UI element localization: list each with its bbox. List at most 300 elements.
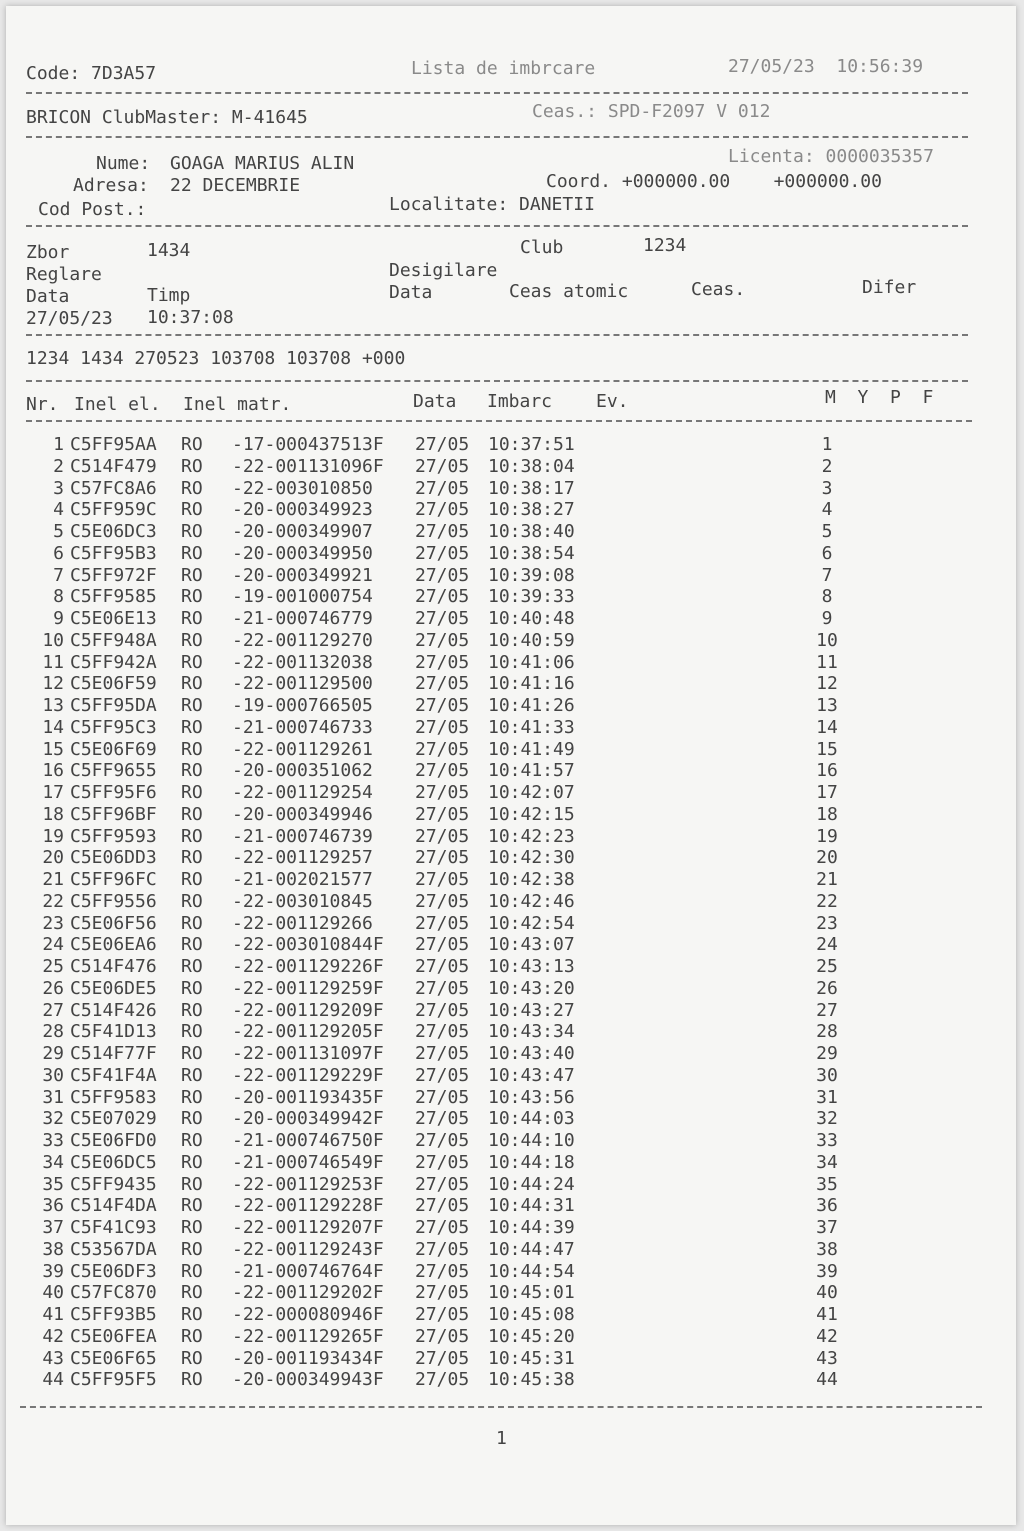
arrival-date: 27/05 <box>415 434 470 455</box>
electronic-ring: C5FF93B5 <box>70 1304 157 1325</box>
arrival-date: 27/05 <box>415 716 470 738</box>
electronic-ring: C514F476 <box>70 956 157 977</box>
electronic-ring: C5FF9585 <box>70 586 157 608</box>
row-number: 35 <box>42 1173 64 1195</box>
rank-m: 7 <box>821 564 833 586</box>
license-number: Licenta: 0000035357 <box>728 146 934 167</box>
table-row <box>6 456 1016 478</box>
country-code: RO <box>181 847 203 869</box>
rank-m: 13 <box>816 695 838 716</box>
arrival-time: 10:37:51 <box>488 434 575 455</box>
arrival-date: 27/05 <box>415 695 470 716</box>
arrival-time: 10:41:16 <box>488 673 575 695</box>
table-row <box>6 1261 1016 1283</box>
address-label: Adresa: <box>73 175 149 196</box>
table-row <box>6 891 1016 913</box>
arrival-time: 10:44:47 <box>488 1238 575 1260</box>
rank-m: 20 <box>816 847 838 869</box>
arrival-time: 10:44:24 <box>488 1173 575 1195</box>
table-row <box>6 913 1016 935</box>
rank-m: 31 <box>816 1086 838 1108</box>
country-code: RO <box>181 1238 203 1260</box>
arrival-date: 27/05 <box>415 1347 470 1369</box>
country-code: RO <box>181 1369 203 1391</box>
row-number: 39 <box>42 1260 64 1282</box>
table-row <box>6 434 1016 456</box>
reg-time: 10:37:08 <box>147 307 234 328</box>
arrival-date: 27/05 <box>415 608 470 629</box>
ring-number: -22-001129229F <box>232 1064 384 1086</box>
electronic-ring: C5E06F56 <box>70 912 157 934</box>
country-code: RO <box>181 1325 203 1347</box>
row-number: 20 <box>42 847 64 869</box>
arrival-time: 10:44:03 <box>488 1108 575 1130</box>
table-row <box>6 1369 1016 1391</box>
country-code: RO <box>181 1347 203 1369</box>
arrival-date: 27/05 <box>415 760 470 782</box>
col-nr: Nr. <box>26 394 59 415</box>
rank-m: 10 <box>816 629 838 651</box>
arrival-date: 27/05 <box>415 1130 470 1151</box>
country-code: RO <box>181 542 203 564</box>
electronic-ring: C5F41F4A <box>70 1064 157 1086</box>
arrival-date: 27/05 <box>415 1173 470 1195</box>
arrival-time: 10:40:59 <box>488 629 575 651</box>
table-row <box>6 586 1016 608</box>
electronic-ring: C5FF95AA <box>70 434 157 455</box>
country-code: RO <box>181 1260 203 1282</box>
rank-m: 23 <box>816 912 838 934</box>
arrival-time: 10:41:26 <box>488 695 575 716</box>
country-code: RO <box>181 1173 203 1195</box>
rank-m: 32 <box>816 1108 838 1130</box>
table-row <box>6 826 1016 848</box>
electronic-ring: C5F41C93 <box>70 1217 157 1238</box>
country-code: RO <box>181 1064 203 1086</box>
country-code: RO <box>181 1021 203 1043</box>
row-number: 2 <box>53 455 64 477</box>
electronic-ring: C57FC870 <box>70 1282 157 1304</box>
country-code: RO <box>181 1217 203 1238</box>
reglare-label: Reglare <box>26 264 102 285</box>
col-data: Data <box>413 391 457 412</box>
rank-m: 22 <box>816 890 838 912</box>
arrival-time: 10:44:31 <box>488 1195 575 1217</box>
electronic-ring: C5FF959C <box>70 499 157 521</box>
arrival-time: 10:45:20 <box>488 1325 575 1347</box>
arrival-date: 27/05 <box>415 1217 470 1238</box>
reg-date-label: Data <box>26 286 70 307</box>
flight-label: Zbor <box>26 242 70 263</box>
col-imbarc: Imbarc <box>487 391 553 412</box>
arrival-time: 10:43:34 <box>488 1021 575 1043</box>
ring-number: -22-003010844F <box>232 934 384 956</box>
clock-model: Ceas.: SPD-F2097 V 012 <box>532 101 771 122</box>
ring-number: -21-000746739 <box>232 825 373 847</box>
country-code: RO <box>181 1130 203 1151</box>
arrival-time: 10:38:17 <box>488 477 575 499</box>
electronic-ring: C5E07029 <box>70 1108 157 1130</box>
ring-number: -22-001131096F <box>232 455 384 477</box>
electronic-ring: C5E06F65 <box>70 1347 157 1369</box>
row-number: 5 <box>53 521 64 542</box>
rank-m: 26 <box>816 977 838 999</box>
row-number: 21 <box>42 869 64 890</box>
ring-number: -22-001129253F <box>232 1173 384 1195</box>
electronic-ring: C5E06DD3 <box>70 847 157 869</box>
rank-m: 11 <box>816 651 838 673</box>
arrival-time: 10:43:47 <box>488 1064 575 1086</box>
arrival-date: 27/05 <box>415 673 470 695</box>
table-row <box>6 608 1016 630</box>
owner-address: 22 DECEMBRIE <box>170 175 301 196</box>
rank-m: 28 <box>816 1021 838 1043</box>
unseal-date-label: Data <box>389 282 433 303</box>
country-code: RO <box>181 586 203 608</box>
electronic-ring: C5E06F69 <box>70 738 157 760</box>
arrival-date: 27/05 <box>415 1086 470 1108</box>
ring-number: -22-001129270 <box>232 629 373 651</box>
table-row <box>6 1043 1016 1065</box>
ring-number: -22-001129500 <box>232 673 373 695</box>
arrival-time: 10:43:13 <box>488 956 575 977</box>
ring-number: -20-000349942F <box>232 1108 384 1130</box>
rank-m: 40 <box>816 1282 838 1304</box>
row-number: 26 <box>42 977 64 999</box>
table-row <box>6 543 1016 565</box>
table-row <box>6 673 1016 695</box>
ring-number: -22-001129207F <box>232 1217 384 1238</box>
ring-number: -22-001129226F <box>232 956 384 977</box>
row-number: 13 <box>42 695 64 716</box>
print-datetime: 27/05/23 10:56:39 <box>728 56 924 77</box>
arrival-time: 10:38:40 <box>488 521 575 542</box>
electronic-ring: C5E06DC3 <box>70 521 157 542</box>
club-label: Club <box>520 237 564 258</box>
arrival-date: 27/05 <box>415 586 470 608</box>
country-code: RO <box>181 956 203 977</box>
country-code: RO <box>181 760 203 782</box>
electronic-ring: C53567DA <box>70 1238 157 1260</box>
table-row <box>6 1087 1016 1109</box>
arrival-date: 27/05 <box>415 956 470 977</box>
rank-m: 39 <box>816 1260 838 1282</box>
table-row <box>6 1174 1016 1196</box>
arrival-time: 10:43:40 <box>488 1043 575 1064</box>
electronic-ring: C5FF95B3 <box>70 542 157 564</box>
table-row <box>6 565 1016 587</box>
atomic-clock-label: Ceas atomic <box>509 281 629 302</box>
row-number: 12 <box>42 673 64 695</box>
country-code: RO <box>181 629 203 651</box>
rank-m: 25 <box>816 956 838 977</box>
arrival-date: 27/05 <box>415 1238 470 1260</box>
rank-m: 17 <box>816 782 838 803</box>
electronic-ring: C5FF9556 <box>70 890 157 912</box>
divider <box>26 380 968 382</box>
arrival-date: 27/05 <box>415 803 470 825</box>
rank-m: 9 <box>821 608 833 629</box>
arrival-time: 10:42:07 <box>488 782 575 803</box>
col-inel-el: Inel el. <box>74 394 161 415</box>
ring-number: -22-000080946F <box>232 1304 384 1325</box>
table-row <box>6 652 1016 674</box>
electronic-ring: C5E06DF3 <box>70 1260 157 1282</box>
rank-m: 24 <box>816 934 838 956</box>
divider <box>26 92 968 94</box>
electronic-ring: C5FF95F5 <box>70 1369 157 1391</box>
arrival-date: 27/05 <box>415 1260 470 1282</box>
row-number: 3 <box>53 477 64 499</box>
table-row <box>6 1282 1016 1304</box>
arrival-time: 10:39:33 <box>488 586 575 608</box>
arrival-date: 27/05 <box>415 1282 470 1304</box>
club-number: 1234 <box>643 235 687 256</box>
row-number: 9 <box>53 608 64 629</box>
table-row <box>6 869 1016 891</box>
country-code: RO <box>181 1086 203 1108</box>
ring-number: -22-001129257 <box>232 847 373 869</box>
country-code: RO <box>181 695 203 716</box>
row-number: 34 <box>42 1151 64 1173</box>
ring-number: -20-001193435F <box>232 1086 384 1108</box>
table-row <box>6 760 1016 782</box>
table-row <box>6 1065 1016 1087</box>
ring-number: -22-001129202F <box>232 1282 384 1304</box>
table-row <box>6 695 1016 717</box>
arrival-date: 27/05 <box>415 890 470 912</box>
arrival-date: 27/05 <box>415 1369 470 1391</box>
rank-m: 2 <box>821 455 833 477</box>
divider <box>26 225 968 227</box>
electronic-ring: C5E06FD0 <box>70 1130 157 1151</box>
arrival-time: 10:45:31 <box>488 1347 575 1369</box>
arrival-date: 27/05 <box>415 912 470 934</box>
table-row <box>6 804 1016 826</box>
rank-m: 16 <box>816 760 838 782</box>
country-code: RO <box>181 651 203 673</box>
table-row <box>6 934 1016 956</box>
rank-m: 4 <box>821 499 833 521</box>
rank-m: 43 <box>816 1347 838 1369</box>
ring-number: -21-000746764F <box>232 1260 384 1282</box>
rank-m: 27 <box>816 999 838 1021</box>
row-number: 8 <box>53 586 64 608</box>
row-number: 6 <box>53 542 64 564</box>
name-label: Nume: <box>96 153 151 174</box>
row-number: 24 <box>42 934 64 956</box>
table-row <box>6 1000 1016 1022</box>
arrival-date: 27/05 <box>415 1021 470 1043</box>
country-code: RO <box>181 716 203 738</box>
divider <box>26 420 972 422</box>
arrival-time: 10:38:27 <box>488 499 575 521</box>
row-number: 4 <box>53 499 64 521</box>
row-number: 42 <box>42 1325 64 1347</box>
row-number: 29 <box>42 1043 64 1064</box>
rank-m: 41 <box>816 1304 838 1325</box>
electronic-ring: C5FF95C3 <box>70 716 157 738</box>
table-row <box>6 739 1016 761</box>
country-code: RO <box>181 782 203 803</box>
document-title: Lista de imbrcare <box>411 58 596 79</box>
arrival-time: 10:38:54 <box>488 542 575 564</box>
table-row <box>6 630 1016 652</box>
printout-page <box>6 6 1016 1525</box>
row-number: 27 <box>42 999 64 1021</box>
electronic-ring: C5E06DC5 <box>70 1151 157 1173</box>
country-code: RO <box>181 869 203 890</box>
electronic-ring: C514F479 <box>70 455 157 477</box>
row-number: 15 <box>42 738 64 760</box>
electronic-ring: C5FF96BF <box>70 803 157 825</box>
summary-line: 1234 1434 270523 103708 103708 +000 <box>26 348 406 369</box>
table-row <box>6 1130 1016 1152</box>
table-row <box>6 499 1016 521</box>
arrival-date: 27/05 <box>415 455 470 477</box>
country-code: RO <box>181 803 203 825</box>
country-code: RO <box>181 521 203 542</box>
electronic-ring: C5FF9655 <box>70 760 157 782</box>
reg-time-label: Timp <box>147 285 191 306</box>
table-row <box>6 1195 1016 1217</box>
coordinates: Coord. +000000.00 +000000.00 <box>546 171 882 192</box>
arrival-time: 10:41:33 <box>488 716 575 738</box>
flight-number: 1434 <box>147 240 191 261</box>
arrival-date: 27/05 <box>415 782 470 803</box>
electronic-ring: C514F426 <box>70 999 157 1021</box>
row-number: 33 <box>42 1130 64 1151</box>
ring-number: -20-000349946 <box>232 803 373 825</box>
arrival-date: 27/05 <box>415 477 470 499</box>
arrival-time: 10:38:04 <box>488 455 575 477</box>
rank-m: 12 <box>816 673 838 695</box>
table-row <box>6 1239 1016 1261</box>
divider <box>26 136 968 138</box>
table-row <box>6 1108 1016 1130</box>
country-code: RO <box>181 999 203 1021</box>
electronic-ring: C5F41D13 <box>70 1021 157 1043</box>
electronic-ring: C5E06E13 <box>70 608 157 629</box>
electronic-ring: C5FF9583 <box>70 1086 157 1108</box>
arrival-date: 27/05 <box>415 542 470 564</box>
row-number: 44 <box>42 1369 64 1391</box>
arrival-time: 10:42:54 <box>488 912 575 934</box>
ring-number: -22-001129205F <box>232 1021 384 1043</box>
country-code: RO <box>181 499 203 521</box>
electronic-ring: C5E06F59 <box>70 673 157 695</box>
rank-m: 8 <box>821 586 833 608</box>
ring-number: -22-001129243F <box>232 1238 384 1260</box>
rank-m: 21 <box>816 869 838 890</box>
country-code: RO <box>181 608 203 629</box>
divider <box>20 1406 982 1408</box>
country-code: RO <box>181 673 203 695</box>
row-number: 32 <box>42 1108 64 1130</box>
electronic-ring: C514F4DA <box>70 1195 157 1217</box>
row-number: 16 <box>42 760 64 782</box>
reg-date: 27/05/23 <box>26 308 113 329</box>
arrival-time: 10:45:08 <box>488 1304 575 1325</box>
country-code: RO <box>181 1043 203 1064</box>
country-code: RO <box>181 1304 203 1325</box>
row-number: 10 <box>42 629 64 651</box>
electronic-ring: C5FF96FC <box>70 869 157 890</box>
col-mypf: M Y P F <box>825 387 934 408</box>
ring-number: -19-001000754 <box>232 586 373 608</box>
col-ev: Ev. <box>596 391 629 412</box>
row-number: 7 <box>53 564 64 586</box>
arrival-date: 27/05 <box>415 847 470 869</box>
ring-number: -20-000349907 <box>232 521 373 542</box>
table-row <box>6 1021 1016 1043</box>
row-number: 11 <box>42 651 64 673</box>
row-number: 1 <box>53 434 64 455</box>
ring-number: -20-000349923 <box>232 499 373 521</box>
row-number: 30 <box>42 1064 64 1086</box>
ring-number: -21-000746733 <box>232 716 373 738</box>
rank-m: 18 <box>816 803 838 825</box>
rank-m: 14 <box>816 716 838 738</box>
ring-number: -22-001129228F <box>232 1195 384 1217</box>
rank-m: 1 <box>821 434 833 455</box>
rank-m: 3 <box>821 477 833 499</box>
rank-m: 19 <box>816 825 838 847</box>
rank-m: 6 <box>821 542 833 564</box>
arrival-date: 27/05 <box>415 1195 470 1217</box>
ring-number: -17-000437513F <box>232 434 384 455</box>
arrival-date: 27/05 <box>415 738 470 760</box>
row-number: 31 <box>42 1086 64 1108</box>
row-number: 36 <box>42 1195 64 1217</box>
arrival-time: 10:44:54 <box>488 1260 575 1282</box>
ring-number: -22-001132038 <box>232 651 373 673</box>
arrival-date: 27/05 <box>415 521 470 542</box>
arrival-date: 27/05 <box>415 1043 470 1064</box>
country-code: RO <box>181 434 203 455</box>
ring-number: -21-000746549F <box>232 1151 384 1173</box>
ring-number: -21-002021577 <box>232 869 373 890</box>
arrival-time: 10:42:38 <box>488 869 575 890</box>
country-code: RO <box>181 912 203 934</box>
country-code: RO <box>181 890 203 912</box>
rank-m: 42 <box>816 1325 838 1347</box>
electronic-ring: C5FF95DA <box>70 695 157 716</box>
rank-m: 35 <box>816 1173 838 1195</box>
arrival-time: 10:42:46 <box>488 890 575 912</box>
ring-number: -20-000349943F <box>232 1369 384 1391</box>
country-code: RO <box>181 738 203 760</box>
arrival-date: 27/05 <box>415 977 470 999</box>
locality: Localitate: DANETII <box>389 194 595 215</box>
clock-label: Ceas. <box>691 279 746 300</box>
arrival-time: 10:40:48 <box>488 608 575 629</box>
arrival-date: 27/05 <box>415 825 470 847</box>
postcode-label: Cod Post.: <box>38 199 147 220</box>
arrival-time: 10:42:30 <box>488 847 575 869</box>
ring-number: -20-001193434F <box>232 1347 384 1369</box>
ring-number: -22-003010845 <box>232 890 373 912</box>
ring-number: -20-000349921 <box>232 564 373 586</box>
electronic-ring: C5E06EA6 <box>70 934 157 956</box>
ring-number: -22-001129254 <box>232 782 373 803</box>
table-row <box>6 717 1016 739</box>
rank-m: 44 <box>816 1369 838 1391</box>
row-number: 18 <box>42 803 64 825</box>
country-code: RO <box>181 977 203 999</box>
arrival-date: 27/05 <box>415 999 470 1021</box>
row-number: 43 <box>42 1347 64 1369</box>
